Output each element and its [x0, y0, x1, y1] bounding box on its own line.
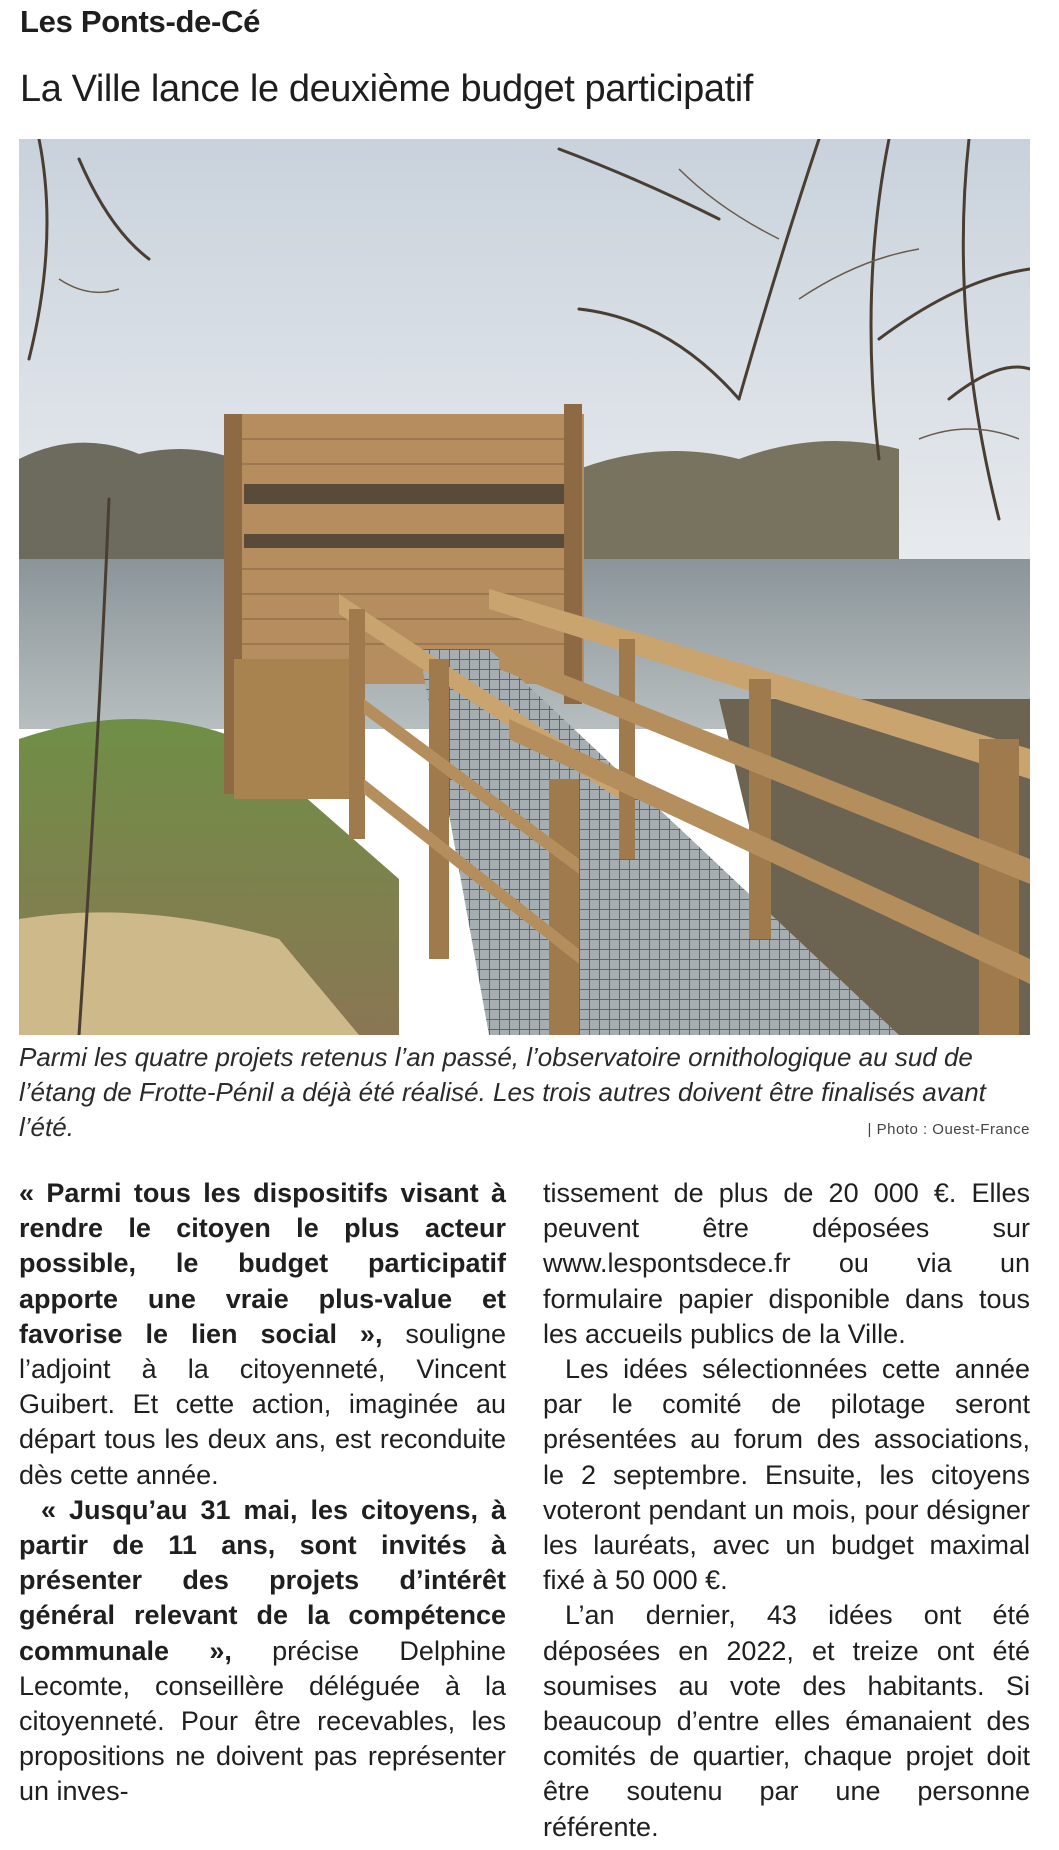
article-column-right [543, 1176, 1030, 1845]
paragraph-4: Les idées sélectionnées cette année par le comité de pilotage seront présentées au forum des associations, le 2 septembre. Ensuite, les citoyens voteront pendant un mois, pour désigner les lauréats, avec un budget maximal fixé à 50 000 €. [543, 1354, 1030, 1596]
article-headline: La Ville lance le deuxième budget participatif [20, 68, 753, 110]
section-kicker: Les Ponts-de-Cé [20, 4, 261, 39]
article-column-left [19, 1176, 506, 1810]
paragraph-1 [19, 1176, 506, 1493]
paragraph-3: tissement de plus de 20 000 €. Elles peuvent être déposées sur www.lespontsdece.fr ou via un formulaire papier disponible dans tous les accueils publics de la Ville. [543, 1178, 1030, 1349]
paragraph-2 [19, 1493, 506, 1810]
photo-caption: Parmi les quatre projets retenus l’an passé, l’observatoire ornithologique au sud de l’étang de Frotte-Pénil a déjà été réalisé. Les trois autres doivent être finalisés avant l’été. [19, 1042, 986, 1142]
boardwalk-observatory-illustration [19, 139, 1030, 1035]
quote-lecomte: « Jusqu’au 31 mai, les citoyens, à partir de 11 ans, sont invités à présenter des projets d’intérêt général relevant de la compétence communale », [19, 1494, 506, 1666]
paragraph-2-text: précise Delphine Lecomte, conseillère déléguée à la citoyenneté. Pour être recevables, les propositions ne doivent pas représenter un inves- [19, 1635, 507, 1807]
quote-guibert: « Parmi tous les dispositifs visant à rendre le citoyen le plus acteur possible, le budget participatif apporte une vraie plus-value et favorise le lien social », [19, 1178, 506, 1349]
photo-credit: | Photo : Ouest-France [867, 1121, 1030, 1138]
paragraph-1-text: souligne l’adjoint à la citoyenneté, Vincent Guibert. Et cette action, imaginée au départ tous les deux ans, est reconduite dès cette année. [19, 1318, 506, 1490]
paragraph-5: L’an dernier, 43 idées ont été déposées en 2022, et treize ont été soumises au vote des habitants. Si beaucoup d’entre elles émanaient des comités de quartier, chaque projet doit être soutenu par une personne référente. [543, 1600, 1030, 1842]
article-photo [19, 139, 1030, 1035]
